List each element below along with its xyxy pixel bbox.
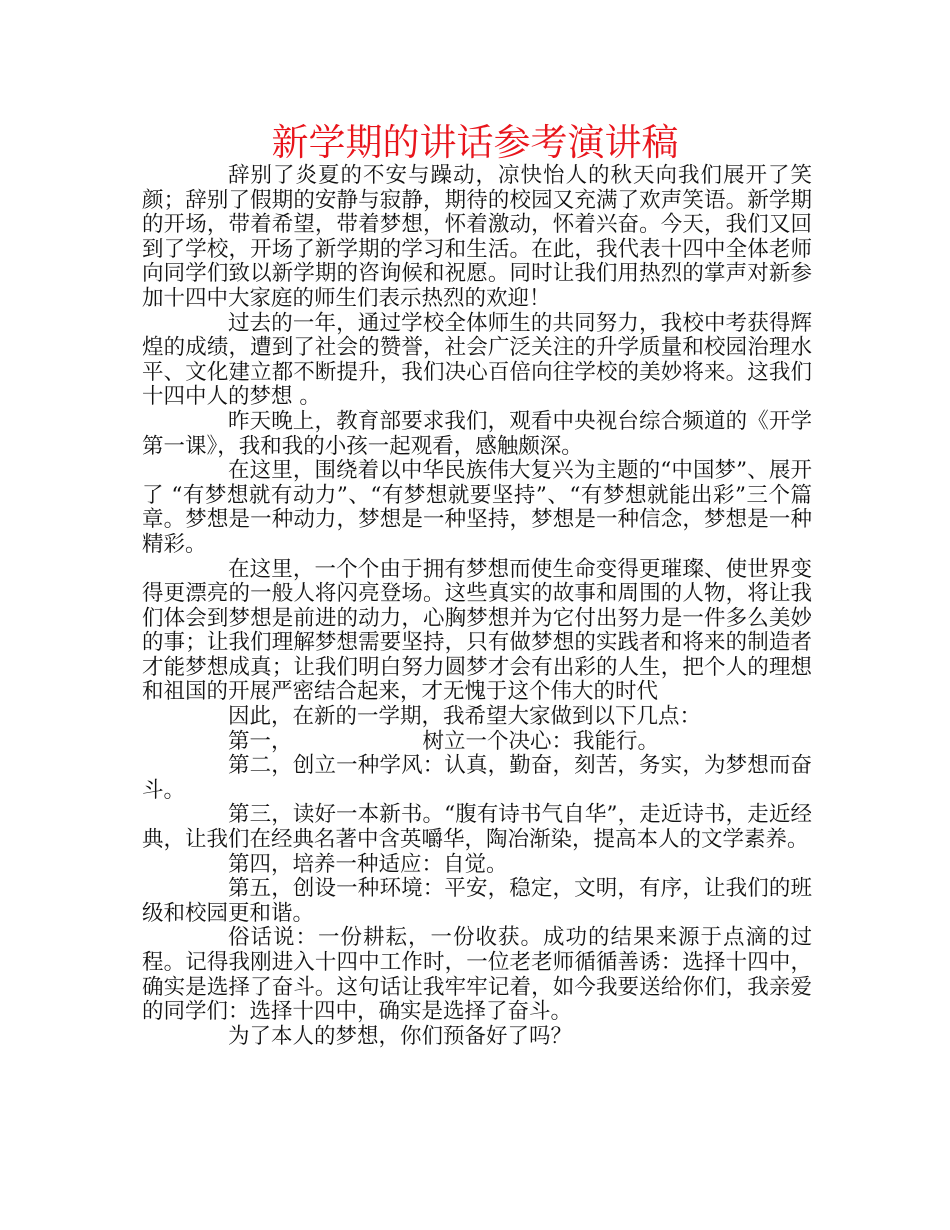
- paragraph: 俗话说：一份耕耘，一份收获。成功的结果来源于点滴的过程。记得我刚进入十四中工作时，一位老老师循循善诱：选择十四中，确实是选择了奋斗。这句话让我牢牢记着，如今我要送给你们，我亲爱的同学们：选择十四中，确实是选择了奋斗。: [142, 925, 812, 1025]
- point-one-label: 第一，: [228, 728, 293, 754]
- paragraph: 昨天晚上，教育部要求我们，观看中央视台综合频道的《开学第一课》，我和我的小孩一起观看，感触颇深。: [142, 408, 812, 459]
- paragraph: 辞别了炎夏的不安与躁动，凉快怡人的秋天向我们展开了笑颜；辞别了假期的安静与寂静，期待的校园又充满了欢声笑语。新学期的开场，带着希望，带着梦想，怀着激动，怀着兴奋。今天，我们又回到了学校，开场了新学期的学习和生活。在此，我代表十四中全体老师向同学们致以新学期的咨询候和祝愿。同时让我们用热烈的掌声对新参加十四中大家庭的师生们表示热烈的欢迎！: [142, 163, 812, 311]
- paragraph: 第二，创立一种学风：认真，勤奋，刻苦，务实，为梦想而奋斗。: [142, 753, 812, 803]
- paragraph: 为了本人的梦想，你们预备好了吗？: [228, 1023, 573, 1049]
- point-one-paragraph: [142, 730, 812, 755]
- paragraph: 在这里，一个个由于拥有梦想而使生命变得更璀璨、使世界变得更漂亮的一般人将闪亮登场。这些真实的故事和周围的人物，将让我们体会到梦想是前进的动力，心胸梦想并为它付出努力是一件多么美妙的事；让我们理解梦想需要坚持，只有做梦想的实践者和将来的制造者才能梦想成真；让我们明白努力圆梦才会有出彩的人生，把个人的理想和祖国的开展严密结合起来，才无愧于这个伟大的时代: [142, 556, 812, 705]
- document-body: [142, 164, 812, 1049]
- paragraph: 过去的一年，通过学校全体师生的共同努力，我校中考获得辉煌的成绩，遭到了社会的赞誉，社会广泛关注的升学质量和校园治理水平、文化建立都不断提升，我们决心百倍向往学校的美妙将来。这我们十四中人的梦想 。: [142, 310, 812, 410]
- paragraph: 第四，培养一种适应：自觉。: [228, 851, 508, 877]
- paragraph: 在这里，围绕着以中华民族伟大复兴为主题的“中国梦”、展开了 “有梦想就有动力”、“有梦想就要坚持”、“有梦想就能出彩”三个篇章。梦想是一种动力，梦想是一种坚持，梦想是一种信念，梦想是一种精彩。: [142, 458, 812, 557]
- paragraph: 第五，创设一种环境：平安，稳定，文明，有序，让我们的班级和校园更和谐。: [142, 876, 812, 926]
- paragraph: 因此，在新的一学期，我希望大家做到以下几点：: [228, 704, 702, 730]
- point-one-text: 树立一个决心：我能行。: [422, 728, 660, 754]
- paragraph: 第三，读好一本新书。“腹有诗书气自华”，走近诗书，走近经典，让我们在经典名著中含英嚼华，陶冶渐染，提高本人的文学素养。: [142, 802, 812, 853]
- document-title: 新学期的讲话参考演讲稿: [271, 121, 679, 164]
